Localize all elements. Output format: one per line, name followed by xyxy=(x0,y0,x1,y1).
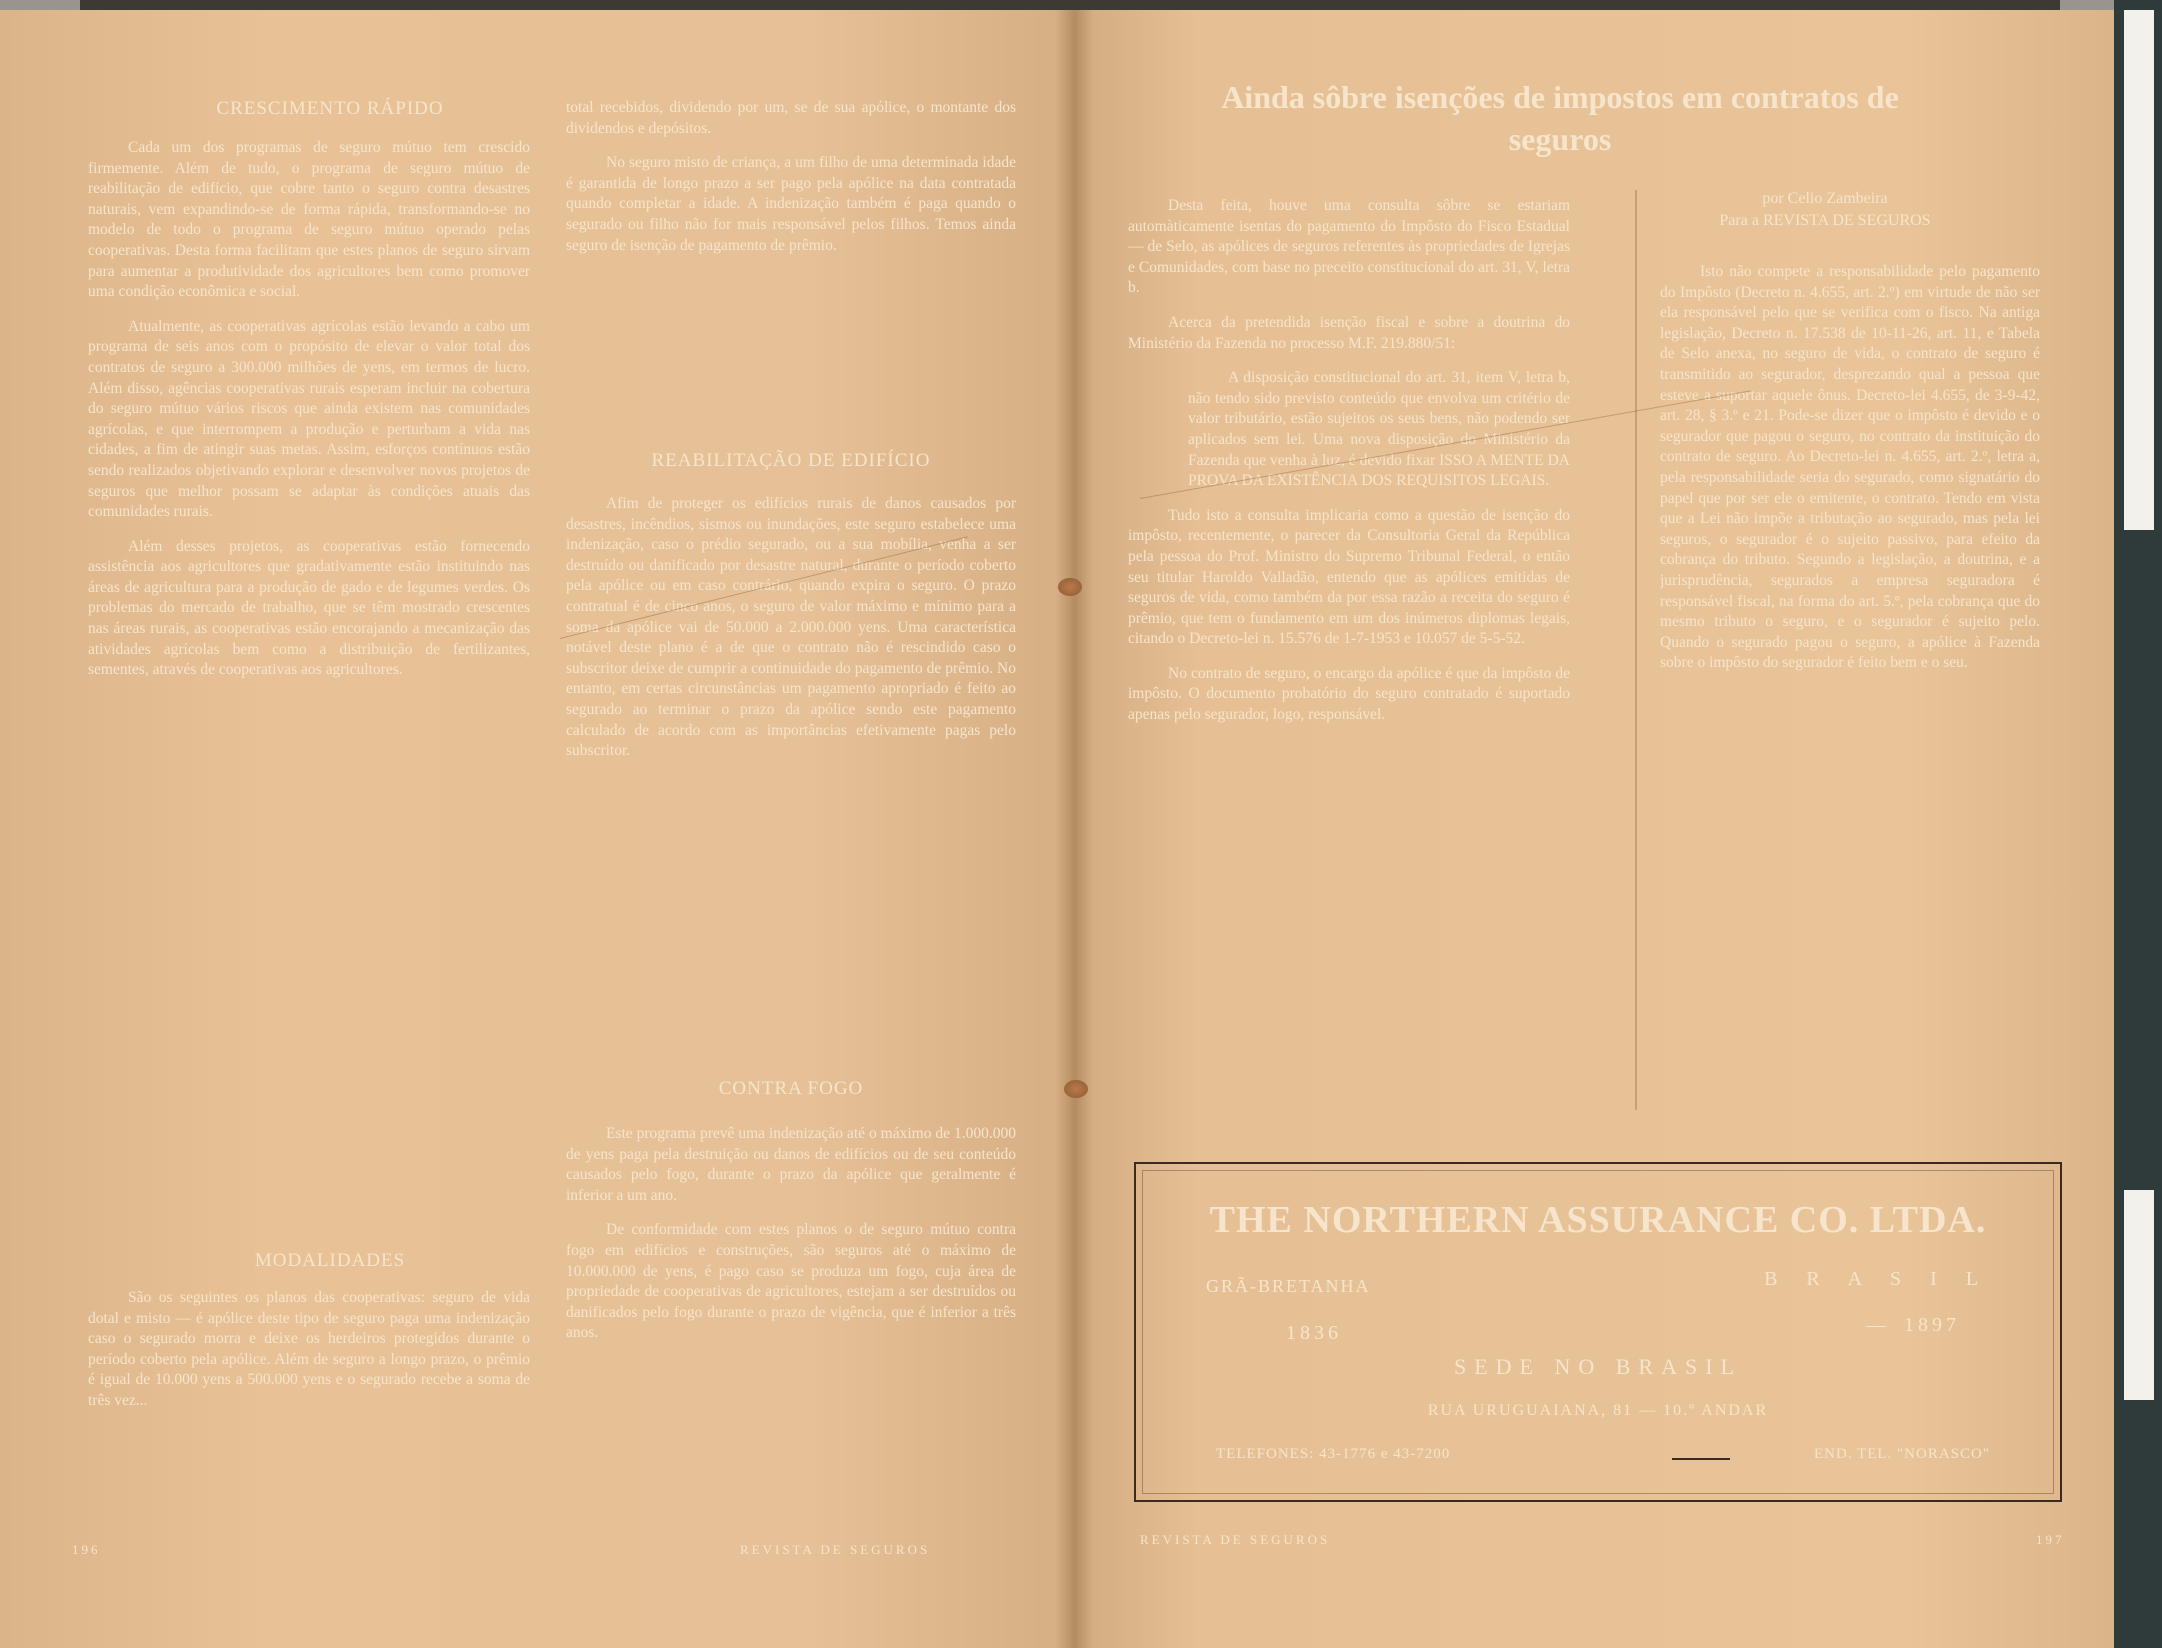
paragraph: Afim de proteger os edifícios rurais de danos causados por desastres, incêndios, sismos ou inundações, este seguro estabelece uma indenização, caso o prédio segurado, ou a sua mobília, venha a ser destruído ou danificado por desastre natural, durante o período coberto pela apólice ou em caso contrário, quando expira o seguro. O prazo contratual é de cinco anos, o seguro de valor máximo e mínimo para a soma da apólice vai de 50.000 a 2.000.000 yens. Uma característica notável deste plano é a de que o contrato não é rescindido caso o subscritor deixe de cumprir a continuidade do pagamento de prêmio. No entanto, em certas circunstâncias um pagamento apropriado é feito ao segurado ao terminar o prazo da apólice sendo este pagamento calculado de acordo com as importâncias efetivamente pagas pelo subscritor. xyxy=(566,495,1016,760)
page-number-left: 196 xyxy=(72,1542,101,1557)
ad-year-left: 1836 xyxy=(1286,1322,1342,1344)
paragraph: Cada um dos programas de seguro mútuo tem crescido firmemente. Além de tudo, o programa de seguro mútuo de reabilitação de edifício, que cobre tanto o seguro contra desastres naturais, vem expandindo-se de forma rápida, transformando-se no modelo de todo o programa de seguro mútuo operado pelas cooperativas. Desta forma facilitam que estes planos de seguro sirvam para aumentar a produtividade dos agricultores bem como promover uma condição econômica e social. xyxy=(88,139,530,301)
column-divider xyxy=(1635,190,1637,1110)
gutter-shadow xyxy=(1056,10,1092,1648)
running-footer-right: REVISTA DE SEGUROS xyxy=(1140,1532,1331,1547)
running-footer-left: REVISTA DE SEGUROS xyxy=(740,1542,931,1557)
left-page xyxy=(0,10,1074,1648)
page-edge-tab xyxy=(2124,10,2154,530)
ad-year-right: — 1897 xyxy=(1866,1314,1960,1337)
paragraph: No seguro misto de criança, a um filho de uma determinada idade é garantida de longo prazo a ser pago pela apólice na data contratada quando completar a idade. A indenização também é paga quando o segurado ou filho não for mais responsável pelos filhos. Temos ainda seguro de isenção de pagamento de prêmio. xyxy=(566,154,1016,254)
left-column-2-bottom xyxy=(566,1124,1016,1520)
right-column-1 xyxy=(1128,196,1570,1146)
ad-address: RUA URUGUAIANA, 81 — 10.º ANDAR xyxy=(1427,1402,1769,1419)
binding-hole xyxy=(1064,1080,1088,1098)
left-column-1-bottom xyxy=(88,1288,530,1518)
page-number-right: 197 xyxy=(2036,1532,2065,1547)
heading-contra-fogo: CONTRA FOGO xyxy=(718,1078,864,1099)
paragraph: Desta feita, houve uma consulta sôbre se estariam automàticamente isentas do pagamento do Impôsto do Fisco Estadual — de Selo, as apólices de seguros referentes às propriedades de Igrejas e Comunidades, com base no preceito constitucional do art. 31, V, letra b. xyxy=(1128,197,1570,297)
byline-source: Para a REVISTA DE SEGUROS xyxy=(1719,212,1931,229)
heading-crescimento: CRESCIMENTO RÁPIDO xyxy=(216,98,444,119)
right-column-2 xyxy=(1660,262,2040,1142)
left-column-2-top xyxy=(566,98,1016,270)
quote-paragraph: A disposição constitucional do art. 31, item V, letra b, não tendo sido previsto conteúdo que envolva um critério de valor tributário, estão sujeitos os seus bens, não podendo ser aplicados sem lei. Uma nova disposição do Ministério da Fazenda que venha à luz, é devido fixar ISSO A MENTE DA PROVA DA EXISTÊNCIA DOS REQUISITOS LEGAIS. xyxy=(1188,369,1570,490)
left-column-2-mid xyxy=(566,494,1016,776)
ad-country-left: GRÃ-BRETANHA xyxy=(1206,1276,1371,1296)
ad-country-right: B R A S I L xyxy=(1764,1268,1990,1290)
paragraph: total recebidos, dividendo por um, se de sua apólice, o montante dos dividendos e depósitos. xyxy=(566,99,1016,137)
ad-separator xyxy=(1672,1458,1730,1460)
article-title: Ainda sôbre isenções de impostos em contratos de seguros xyxy=(1221,79,1899,157)
binding-hole xyxy=(1058,578,1082,596)
page-edge-tab xyxy=(2124,1190,2154,1400)
heading-reabilitacao: REABILITAÇÃO DE EDIFÍCIO xyxy=(651,450,931,471)
paragraph: São os seguintes os planos das cooperativas: seguro de vida dotal e misto — é apólice deste tipo de seguro paga uma indenização caso o segurado morra e deixe os herdeiros protegidos durante o período coberto pela apólice. Além de seguro a longo prazo, o prêmio é igual de 10.000 yens a 500.000 yens e o segurado recebe a soma de três vez... xyxy=(88,1289,530,1409)
paragraph: Acerca da pretendida isenção fiscal e sobre a doutrina do Ministério da Fazenda no processo M.F. 219.880/51: xyxy=(1128,313,1570,352)
paragraph: Tudo isto a consulta implicaria como a questão de isenção do impôsto, recentemente, o parecer da Consultoria Geral da República pela pessoa do Prof. Ministro do Supremo Tribunal Federal, o então seu titular Haroldo Valladão, entendo que as apólices emitidas de seguros de vida, como também da por essa razão a receita do seguro é prêmio, que tem o fundamento em um dos inúmeros diplomas legais, citando o Decreto-lei n. 15.576 de 1-7-1953 e 10.057 de 5-5-52. xyxy=(1128,506,1570,648)
paragraph: De conformidade com estes planos o de seguro mútuo contra fogo em edifícios e construções, são seguros até o máximo de 10.000.000 de yens, é pago caso se produza um fogo, cuja área de propriedade de cooperativas de agricultores, estejam a ser destruídos ou danificados pelo fogo durante o prazo de vigência, que é inferior a três anos. xyxy=(566,1221,1016,1342)
paragraph: No contrato de seguro, o encargo da apólice é que da impôsto de impôsto. O documento probatório do seguro contratado é suportado apenas pelo segurador, logo, responsável. xyxy=(1128,664,1570,724)
paragraph: Este programa prevê uma indenização até o máximo de 1.000.000 de yens paga pela destruição ou danos de edifícios ou de seu conteúdo causados pelo fogo, durante o prazo da apólice que geralmente é inferior a um ano. xyxy=(566,1125,1016,1204)
ad-headquarters: SEDE NO BRASIL xyxy=(1453,1354,1742,1379)
byline-author: por Celio Zambeira xyxy=(1762,190,1888,207)
heading-modalidades: MODALIDADES xyxy=(254,1250,406,1271)
byline xyxy=(1645,188,2005,232)
ad-company-name: THE NORTHERN ASSURANCE CO. LTDA. xyxy=(1209,1199,1987,1241)
paragraph: Além desses projetos, as cooperativas estão fornecendo assistência aos agricultores que gradativamente estão instituindo nas áreas de agricultura para a produção de gado e de legumes verdes. Os problemas do mercado de trabalho, que se têm mostrado crescentes nas áreas rurais, as cooperativas estão encorajando a mecanização das atividades agrícolas bem como a distribuição de fertilizantes, sementes, através de cooperativas aos agricultores. xyxy=(88,537,530,679)
top-edge xyxy=(80,0,2060,10)
paragraph: Isto não compete a responsabilidade pelo pagamento do Impôsto (Decreto n. 4.655, art. 2.º) em virtude de não ser ela responsável pelo que se verifica com o fisco. Na antiga legislação, Decreto n. 17.538 de 10-11-26, art. 11, e Tabela de Selo anexa, no seguro de vida, o contrato de seguro é transmitido ao segurador, desprezando qual a pessoa que esteve a suportar aquele ônus. Decreto-lei 4.655, de 3-9-42, art. 28, § 3.º e 21. Pode-se dizer que o impôsto é devido e o segurador que pagou o seguro, no contrato da instituição do contrato de seguro. Ao Decreto-lei n. 4.655, art. 2.º, letra a, pela responsabilidade seria do segurado, como signatário do papel que por ser ele o emitente, o contrato. Tendo em vista que a Lei não impõe a tributação ao segurado, mas pela lei seguros, o segurador é o sujeito passivo, para efeito da cobrança do tributo. Segundo a legislação, a doutrina, e a jurisprudência, segurados a empresa seguradora é responsável fiscal, na forma do art. 5.º, pela cobrança que do mesmo tributo o seguro, e o segurador é sujeito pelo. Quando o segurado pagou o seguro, a apólice à Fazenda sobre o impôsto do segurador é feito bem e o seu. xyxy=(1660,263,2040,672)
advertisement-box xyxy=(1134,1162,2062,1502)
ad-phones: TELEFONES: 43-1776 e 43-7200 xyxy=(1216,1446,1451,1462)
ad-telegraph: END. TEL. "NORASCO" xyxy=(1814,1446,1990,1462)
left-column-1 xyxy=(88,138,530,695)
paragraph: Atualmente, as cooperativas agrícolas estão levando a cabo um programa de seis anos com o propósito de elevar o valor total dos contratos de seguro a 300.000 milhões de yens, em termos de lucro. Além disso, agências cooperativas rurais esperam incluir na cobertura do seguro mútuo vários riscos que ainda existem nas comunidades agrícolas, e que interrompem a produção e perturbam a vida nas cidades, a fim de atingir suas metas. Assim, esforços contínuos estão sendo realizados objetivando explorar e desenvolver novos projetos de seguros que melhor possam se adaptar às condições atuais das comunidades rurais. xyxy=(88,317,530,521)
